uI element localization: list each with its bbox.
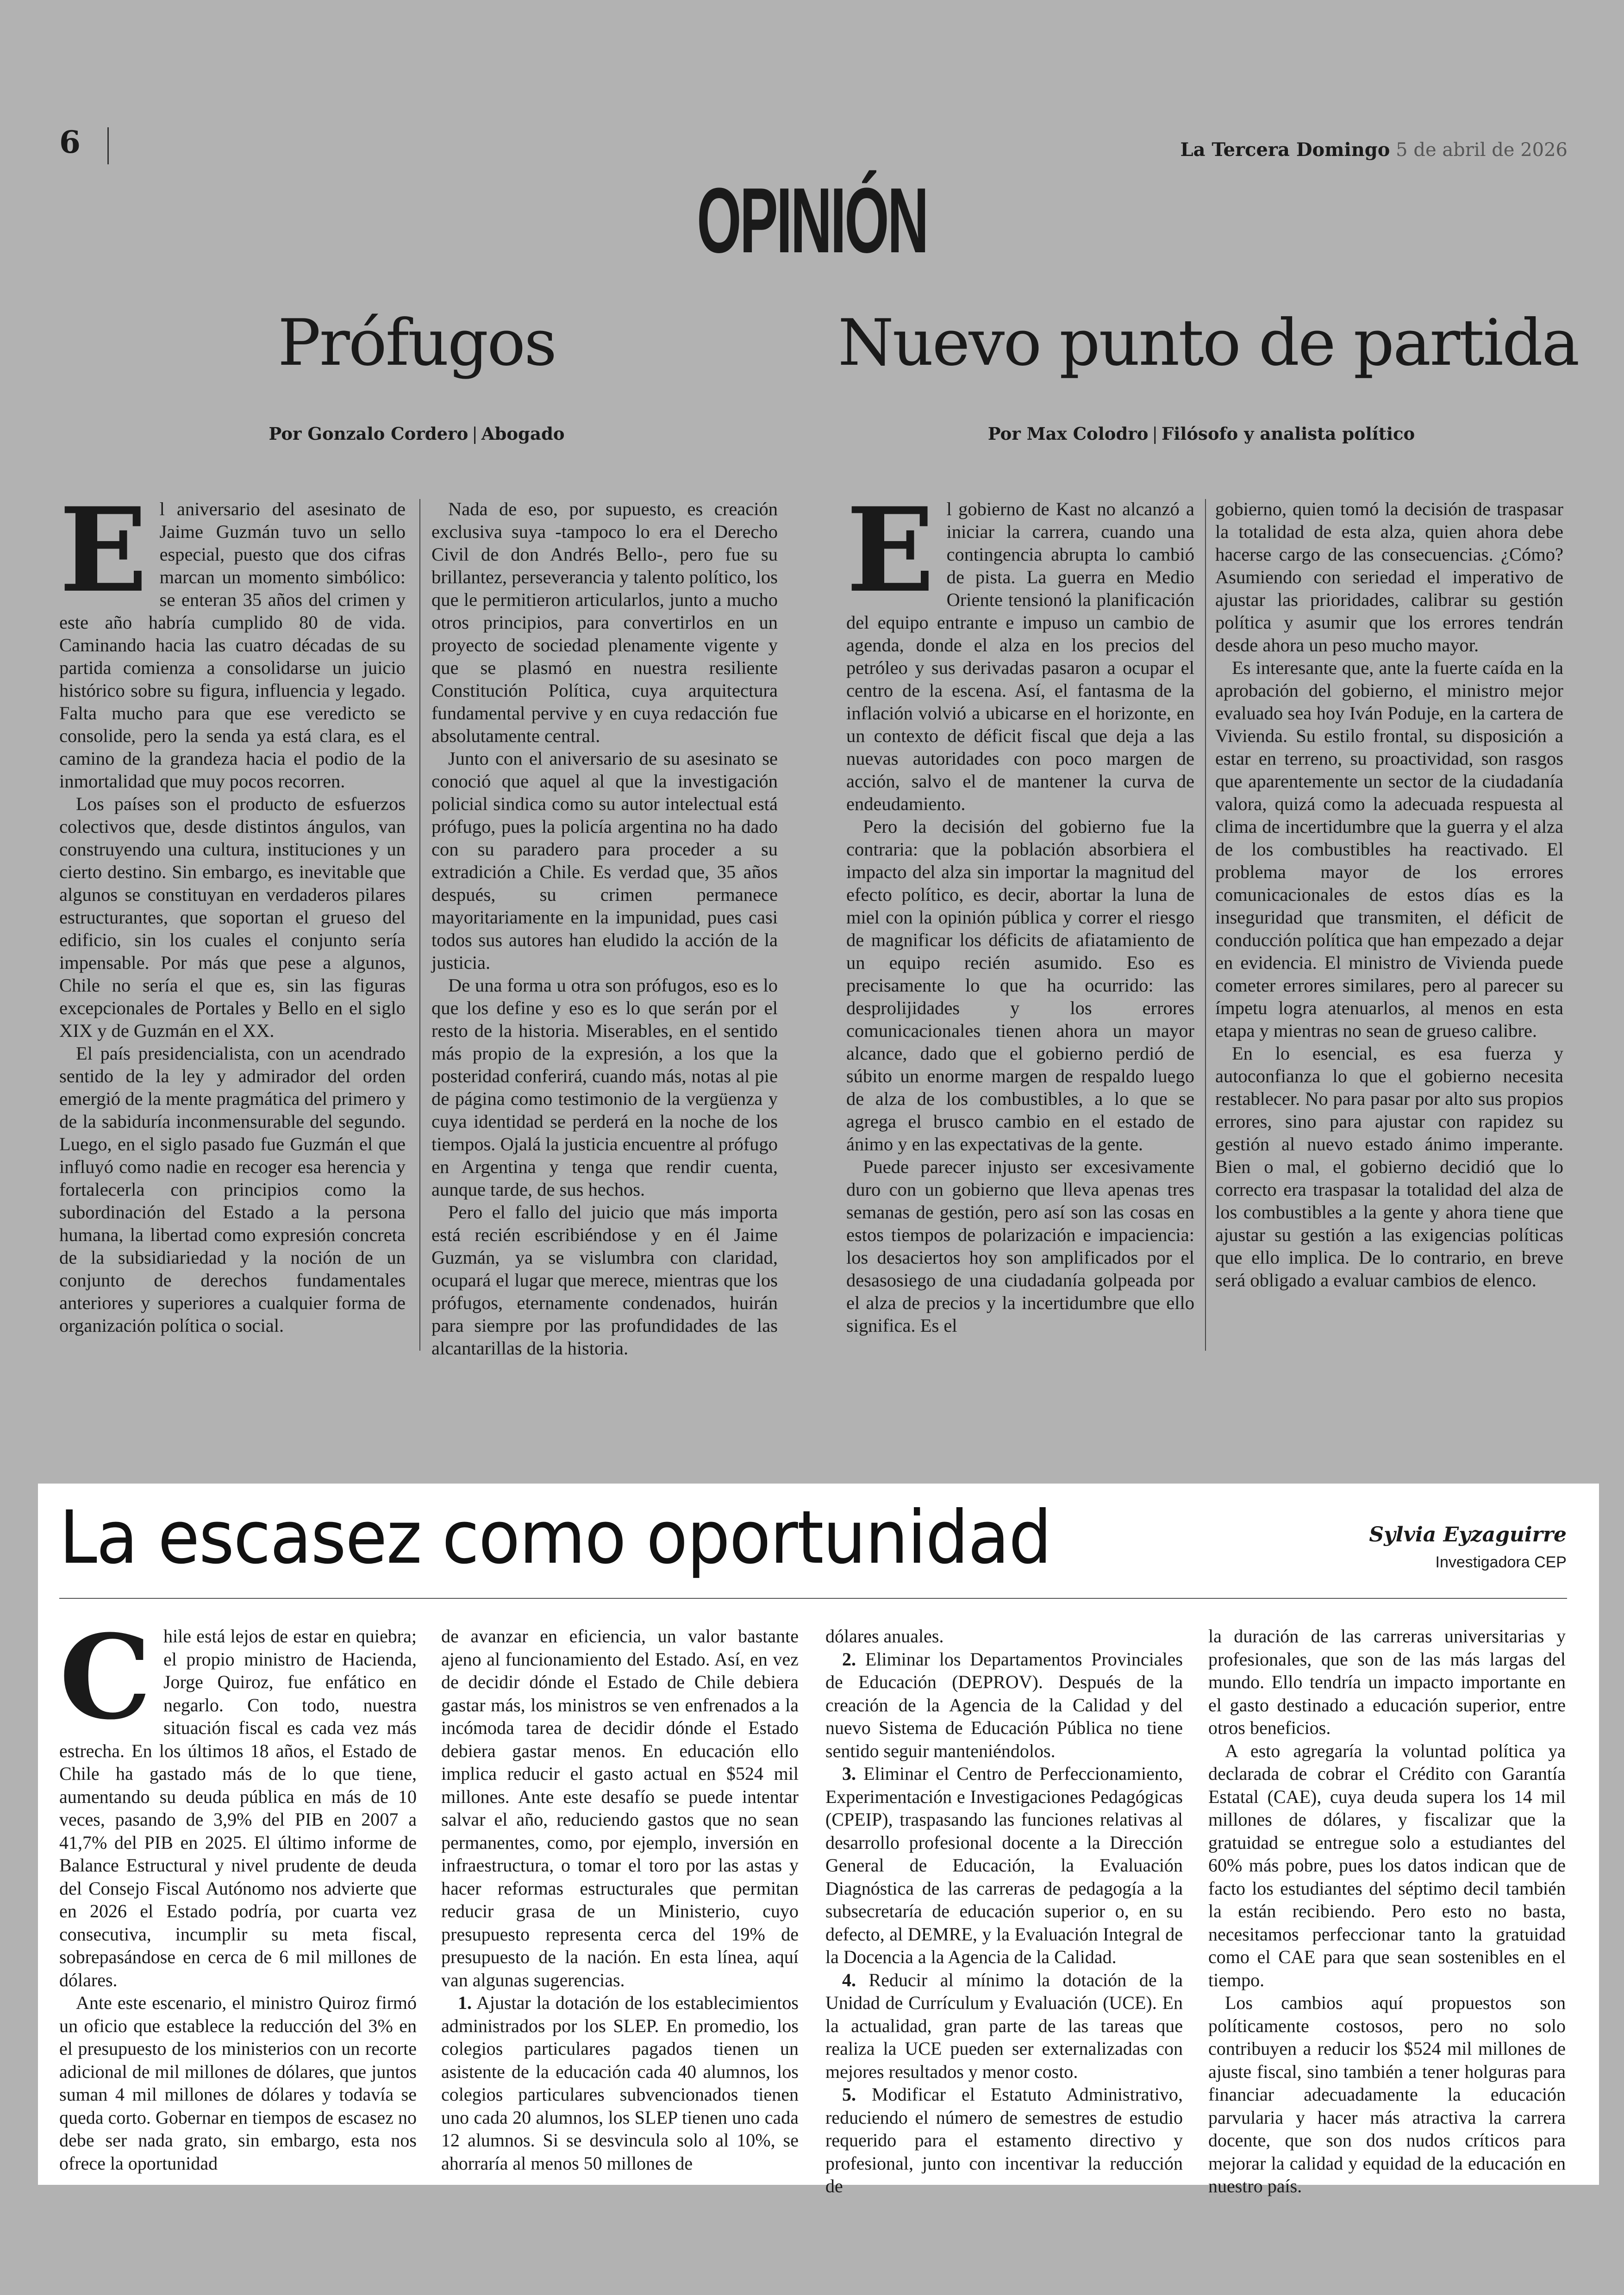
article3-author-role: Investigadora CEP bbox=[1435, 1553, 1567, 1571]
paragraph: la duración de las carreras universitarias y profesionales, que son de las más largas del mundo. Ello tendría un impacto importante en el gasto destinado a educación superior, entre otros beneficios. bbox=[1208, 1626, 1566, 1738]
list-number: 3. bbox=[842, 1763, 856, 1784]
publication-name: La Tercera Domingo bbox=[1180, 139, 1390, 161]
paragraph: Los cambios aquí propuestos son políticamente costosos, pero no solo contribuyen a reducir los $524 mil millones de ajuste fiscal, sino también a tener holguras para financiar adecuadamente la educación parvularia y hacer más atractiva la carrera docente, que son dos nudos críticos para mejorar la calidad y equidad de la educación en nuestro país. bbox=[1208, 1992, 1566, 2196]
article3-column-2 bbox=[441, 1625, 799, 2175]
list-number: 5. bbox=[842, 2084, 856, 2105]
masthead bbox=[1180, 139, 1568, 161]
list-item: 1. Ajustar la dotación de los establecimientos administrados por los SLEP. En promedio, los colegios particulares pagados tienen un asistente de la educación cada 40 alumnos, los colegios particulares subvencionados tienen uno cada 20 alumnos, los SLEP tienen uno cada 12 alumnos. Si se desvincula solo al 10%, se ahorraría al menos 50 millones de bbox=[441, 1992, 799, 2174]
article1-author-role: Abogado bbox=[481, 424, 565, 444]
title-divider bbox=[59, 1598, 1567, 1599]
article3-column-4 bbox=[1208, 1625, 1566, 2198]
drop-cap: E bbox=[846, 482, 935, 618]
column-divider bbox=[1205, 499, 1206, 1351]
paragraph: Pero el fallo del juicio que más importa está recién escribiéndose y en él Jaime Guzmán, ya se vislumbra con claridad, ocupará el lugar que merece, mientras que los prófugos, eternamente condenados, huirán para siempre por las profundidades de las alcantarillas de la historia. bbox=[431, 1202, 778, 1359]
paragraph: El país presidencialista, con un acendrado sentido de la ley y admirador del orden emergió de la mente pragmática del primero y de la sabiduría inconmensurable del segundo. Luego, en el siglo pasado fue Guzmán el que influyó como nadie en recoger esa herencia y fortalecerla con principios como la subordinación del Estado a la persona humana, la libertad como expresión concreta de la subsidiariedad y la noción de un conjunto de derechos fundamentales anteriores y superiores a cualquier forma de organización política o social. bbox=[59, 1043, 406, 1336]
paragraph: Los países son el producto de esfuerzos colectivos que, desde distintos ángulos, van construyendo una cultura, instituciones y un cierto destino. Sin embargo, es inevitable que algunos se constituyan en verdaderos pilares estructurantes, que soportan el grueso del edificio, sin los cuales el conjunto sería impensable. Por más que pese a algunos, Chile no sería el que es, sin las figuras excepcionales de Portales y Bello en el siglo XIX y de Guzmán en el XX. bbox=[59, 793, 406, 1041]
article2-author: Por Max Colodro bbox=[987, 424, 1149, 444]
article1-title: Prófugos bbox=[277, 306, 556, 380]
header-divider bbox=[107, 127, 109, 164]
list-item: 5. Modificar el Estatuto Administrativo, reduciendo el número de semestres de estudio requerido para el estamento directivo y profesional, junto con incentivar la reducción de bbox=[825, 2084, 1183, 2196]
drop-cap: E bbox=[59, 482, 148, 618]
column-divider bbox=[419, 499, 420, 1351]
paragraph: Junto con el aniversario de su asesinato se conoció que aquel al que la investigación policial sindica como su autor intelectual está prófugo, pues la policía argentina no ha dado con su paradero para proceder a su extradición a Chile. Es verdad que, 35 años después, su crimen permanece mayoritariamente en la impunidad, pues casi todos sus autores han eludido la acción de la justicia. bbox=[431, 748, 778, 973]
article2-title: Nuevo punto de partida bbox=[838, 306, 1579, 380]
paragraph: Pero la decisión del gobierno fue la contraria: que la población absorbiera el impacto del alza sin importar la magnitud del efecto político, es decir, abortar la luna de miel con la opinión pública y correr el riesgo de magnificar los déficits de afiatamiento de un equipo recién asumido. Eso es precisamente lo que ha ocurrido: las desprolijidades y los errores comunicacionales tienen ahora un mayor alcance, dado que el gobierno perdió de súbito un enorme margen de respaldo luego de alza de los combustibles, a lo que se agrega el brusco cambio en el estado de ánimo y en las expectativas de la gente. bbox=[846, 816, 1194, 1154]
paragraph: Ante este escenario, el ministro Quiroz firmó un oficio que establece la reducción del 3% en el presupuesto de los ministerios con un recorte adicional de mil millones de dólares, que juntos suman 4 mil millones de dólares y todavía se queda corto. Gobernar en tiempos de escasez no debe ser nada grato, sin embargo, esta nos ofrece la oportunidad bbox=[59, 1992, 417, 2174]
article3-title: La escasez como oportunidad bbox=[59, 1495, 1051, 1580]
article2-byline: Por Max Colodro | Filósofo y analista político bbox=[987, 424, 1415, 444]
list-item: 3. Eliminar el Centro de Perfeccionamiento, Experimentación e Investigaciones Pedagógicas (CPEIP), traspasando las funciones relativas al desarrollo profesional docente a la Dirección General de Educación, la Evaluación Diagnóstica de las carreras de pedagogía a la subsecretaría de educación superior o, en su defecto, al DEMRE, y la Evaluación Integral de la Docencia a la Agencia de la Calidad. bbox=[825, 1763, 1183, 1967]
article2-author-role: Filósofo y analista político bbox=[1161, 424, 1415, 444]
drop-cap: C bbox=[59, 1609, 151, 1745]
list-number: 2. bbox=[842, 1648, 856, 1670]
paragraph: Nada de eso, por supuesto, es creación exclusiva suya -tampoco lo era el Derecho Civil de don Andrés Bello-, pero fue su brillantez, perseverancia y talento político, los que le permitieron articularlos, junto a mucho otros principios, para convertirlos en un proyecto de sociedad plenamente vigente y que se plasmó en nuestra resiliente Constitución Política, cuya arquitectura fundamental pervive y en cuya redacción fue absolutamente central. bbox=[431, 499, 778, 746]
paragraph: de avanzar en eficiencia, un valor bastante ajeno al funcionamiento del Estado. Así, en vez de decidir dónde el Estado de Chile debiera gastar más, los ministros se ven enfrenados a la incómoda tarea de decidir dónde el Estado debiera gastar menos. En educación ello implica reducir el gasto actual en $524 mil millones. Ante este desafío se puede intentar salvar el año, reduciendo gastos que no sean permanentes, como, por ejemplo, inversión en infraestructura, o tomar el toro por las astas y hacer reformas estructurales que permitan reducir grasa de un Ministerio, cuyo presupuesto representa cerca del 19% de presupuesto de la nación. En esta línea, aquí van algunas sugerencias. bbox=[441, 1626, 799, 1990]
list-item: 2. Eliminar los Departamentos Provinciales de Educación (DEPROV). Después de la creación de la Agencia de la Calidad y del nuevo Sistema de Educación Pública no tiene sentido seguir manteniéndolos. bbox=[825, 1648, 1183, 1761]
paragraph: De una forma u otra son prófugos, eso es lo que los define y eso es lo que serán por el resto de la historia. Miserables, en el sentido más propio de la expresión, a los que la posteridad conferirá, cuando más, notas al pie de página como testimonio de la vergüenza y cuya identidad se perderá en la noche de los tiempos. Ojalá la justicia encuentre al prófugo en Argentina y tenga que rendir cuenta, aunque tarde, de sus hechos. bbox=[431, 975, 778, 1200]
paragraph: gobierno, quien tomó la decisión de traspasar la totalidad de esta alza, quien ahora debe hacerse cargo de las consecuencias. ¿Cómo? Asumiendo con seriedad el imperativo de ajustar las prioridades, calibrar su gestión política y asumir que los errores tendrán desde ahora un peso mucho mayor. bbox=[1215, 499, 1563, 655]
paragraph: A esto agregaría la voluntad política ya declarada de cobrar el Crédito con Garantía Estatal (CAE), cuya deuda supera los 14 mil millones de dólares, y fiscalizar que la gratuidad se entregue solo a estudiantes del 60% más pobre, pues los datos indican que de facto los estudiantes del séptimo decil también la están recibiendo. Pero esto no basta, necesitamos perfeccionar tanto la gratuidad como el CAE para que sean sostenibles en el tiempo. bbox=[1208, 1740, 1566, 1990]
paragraph: dólares anuales. bbox=[825, 1626, 944, 1646]
publication-date: 5 de abril de 2026 bbox=[1396, 139, 1568, 161]
paragraph: Puede parecer injusto ser excesivamente duro con un gobierno que lleva apenas tres semanas de gestión, pero así son las cosas en estos tiempos de polarización e impaciencia: los desaciertos hoy son amplificados por el desasosiego de una ciudadanía golpeada por el alza de precios y la incertidumbre que ello significa. Es el bbox=[846, 1156, 1194, 1336]
article3-author: Sylvia Eyzaguirre bbox=[1369, 1523, 1567, 1547]
list-item: 4. Reducir al mínimo la dotación de la Unidad de Currículum y Evaluación (UCE). En la actualidad, gran parte de las tareas que realiza la UCE pueden ser externalizadas con mejores resultados y menor costo. bbox=[825, 1969, 1183, 2082]
article1-byline: Por Gonzalo Cordero | Abogado bbox=[269, 424, 565, 444]
list-number: 1. bbox=[458, 1992, 472, 2013]
page-number: 6 bbox=[59, 124, 81, 160]
article2-column-2 bbox=[1215, 498, 1563, 1291]
article1-author: Por Gonzalo Cordero bbox=[269, 424, 468, 444]
article1-column-2 bbox=[431, 498, 778, 1360]
section-title: OPINIÓN bbox=[697, 169, 927, 272]
article2-column-1: El gobierno de Kast no alcanzó a iniciar la carrera, cuando una contingencia abrupta lo cambió de pista. La guerra en Medio Oriente tensionó la planificación del equipo entrante e impuso un cambio de agenda, donde el alza en los precios del petróleo y sus derivadas pasaron a ocupar el centro de la escena. Así, el fantasma de la inflación volvió a ubicarse en el horizonte, en un contexto de déficit fiscal que deja a las nuevas autoridades con poco margen de acción, salvo el de mantener la curva de endeudamiento. Pero la decisión del gobierno fue la contraria: que la población absorbiera el impacto del alza sin importar la magnitud del efecto político, es decir, abortar la luna de miel con la opinión pública y correr el riesgo de magnificar los déficits de afiatamiento de un equipo recién asumido. Eso es precisamente lo que ha ocurrido: las desprolijidades y los errores comunicacionales tienen ahora un mayor alcance, dado que el gobierno perdió de súbito un enorme margen de respaldo luego de alza de los combustibles, a lo que se agrega el brusco cambio en el estado de ánimo y en las expectativas de la gente. Puede parecer injusto ser excesivamente duro con un gobierno que lleva apenas tres semanas de gestión, pero así son las cosas en estos tiempos de polarización e impaciencia: los desaciertos hoy son amplificados por el desasosiego de una ciudadanía golpeada por el alza de precios y la incertidumbre que ello significa. Es el bbox=[846, 482, 1194, 1336]
article1-column-1: El aniversario del asesinato de Jaime Guzmán tuvo un sello especial, puesto que dos cifras marcan un momento simbólico: se enteran 35 años del crimen y este año habría cumplido 80 de vida. Caminando hacia las cuatro décadas de su partida comienza a consolidarse un juicio histórico sobre su figura, influencia y legado. Falta mucho para que ese veredicto se consolide, pero la senda ya está clara, es el camino de la grandeza hacia el podio de la inmortalidad que muy pocos recorren. Los países son el producto de esfuerzos colectivos que, desde distintos ángulos, van construyendo una cultura, instituciones y un cierto destino. Sin embargo, es inevitable que algunos se constituyan en verdaderos pilares estructurantes, que soportan el grueso del edificio, sin los cuales el conjunto sería impensable. Por más que pese a algunos, Chile no sería el que es, sin las figuras excepcionales de Portales y Bello en el siglo XIX y de Guzmán en el XX. El país presidencialista, con un acendrado sentido de la ley y admirador del orden emergió de la mente pragmática del primero y de la sabiduría inconmensurable del segundo. Luego, en el siglo pasado fue Guzmán el que influyó como nadie en recoger esa herencia y fortalecerla con principios como la subordinación del Estado a la persona humana, la libertad como expresión concreta de la subsidiariedad y la noción de un conjunto de derechos fundamentales anteriores y superiores a cualquier forma de organización política o social. bbox=[59, 482, 406, 1336]
article3-column-3 bbox=[825, 1625, 1183, 2198]
paragraph: En lo esencial, es esa fuerza y autoconfianza lo que el gobierno necesita restablecer. No para pasar por alto sus propios errores, sino para ajustar con rapidez su gestión al nuevo estado ánimo imperante. Bien o mal, el gobierno decidió que lo correcto era traspasar la totalidad del alza de los combustibles a la gente y ahora tiene que ajustar su gestión a las exigencias políticas que ello implica. De lo contrario, en breve será obligado a evaluar cambios de elenco. bbox=[1215, 1043, 1563, 1291]
article3-column-1: Chile está lejos de estar en quiebra; el propio ministro de Hacienda, Jorge Quiroz, fue enfático en negarlo. Con todo, nuestra situación fiscal es cada vez más estrecha. En los últimos 18 años, el Estado de Chile ha gastado más de lo que tiene, aumentando su deuda pública en más de 10 veces, pasando de 3,9% del PIB en 2007 a 41,7% del PIB en 2025. El último informe de Balance Estructural y nivel prudente de deuda del Consejo Fiscal Autónomo nos advierte que en 2026 el Estado podría, por cuarta vez consecutiva, incumplir su meta fiscal, sobrepasándose en cerca de 6 mil millones de dólares. Ante este escenario, el ministro Quiroz firmó un oficio que establece la reducción del 3% en el presupuesto de los ministerios con un recorte adicional de mil millones de dólares, que juntos suman 4 mil millones de dólares y todavía se queda corto. Gobernar en tiempos de escasez no debe ser nada grato, sin embargo, esta nos ofrece la oportunidad bbox=[59, 1625, 417, 2175]
paragraph: Es interesante que, ante la fuerte caída en la aprobación del gobierno, el ministro mejor evaluado sea hoy Iván Poduje, en la cartera de Vivienda. Su estilo frontal, su disposición a estar en terreno, su proactividad, son rasgos que aparentemente un sector de la ciudadanía valora, quizá como la adecuada respuesta al clima de incertidumbre que la guerra y el alza de los combustibles ha reactivado. El problema mayor de los errores comunicacionales de estos días es la inseguridad que transmiten, el déficit de conducción política que han empezado a dejar en evidencia. El ministro de Vivienda puede cometer errores similares, pero al parecer su ímpetu logra atenuarlos, al menos en esta etapa y mientras no sean de grueso calibre. bbox=[1215, 657, 1563, 1041]
list-number: 4. bbox=[842, 1969, 856, 1990]
